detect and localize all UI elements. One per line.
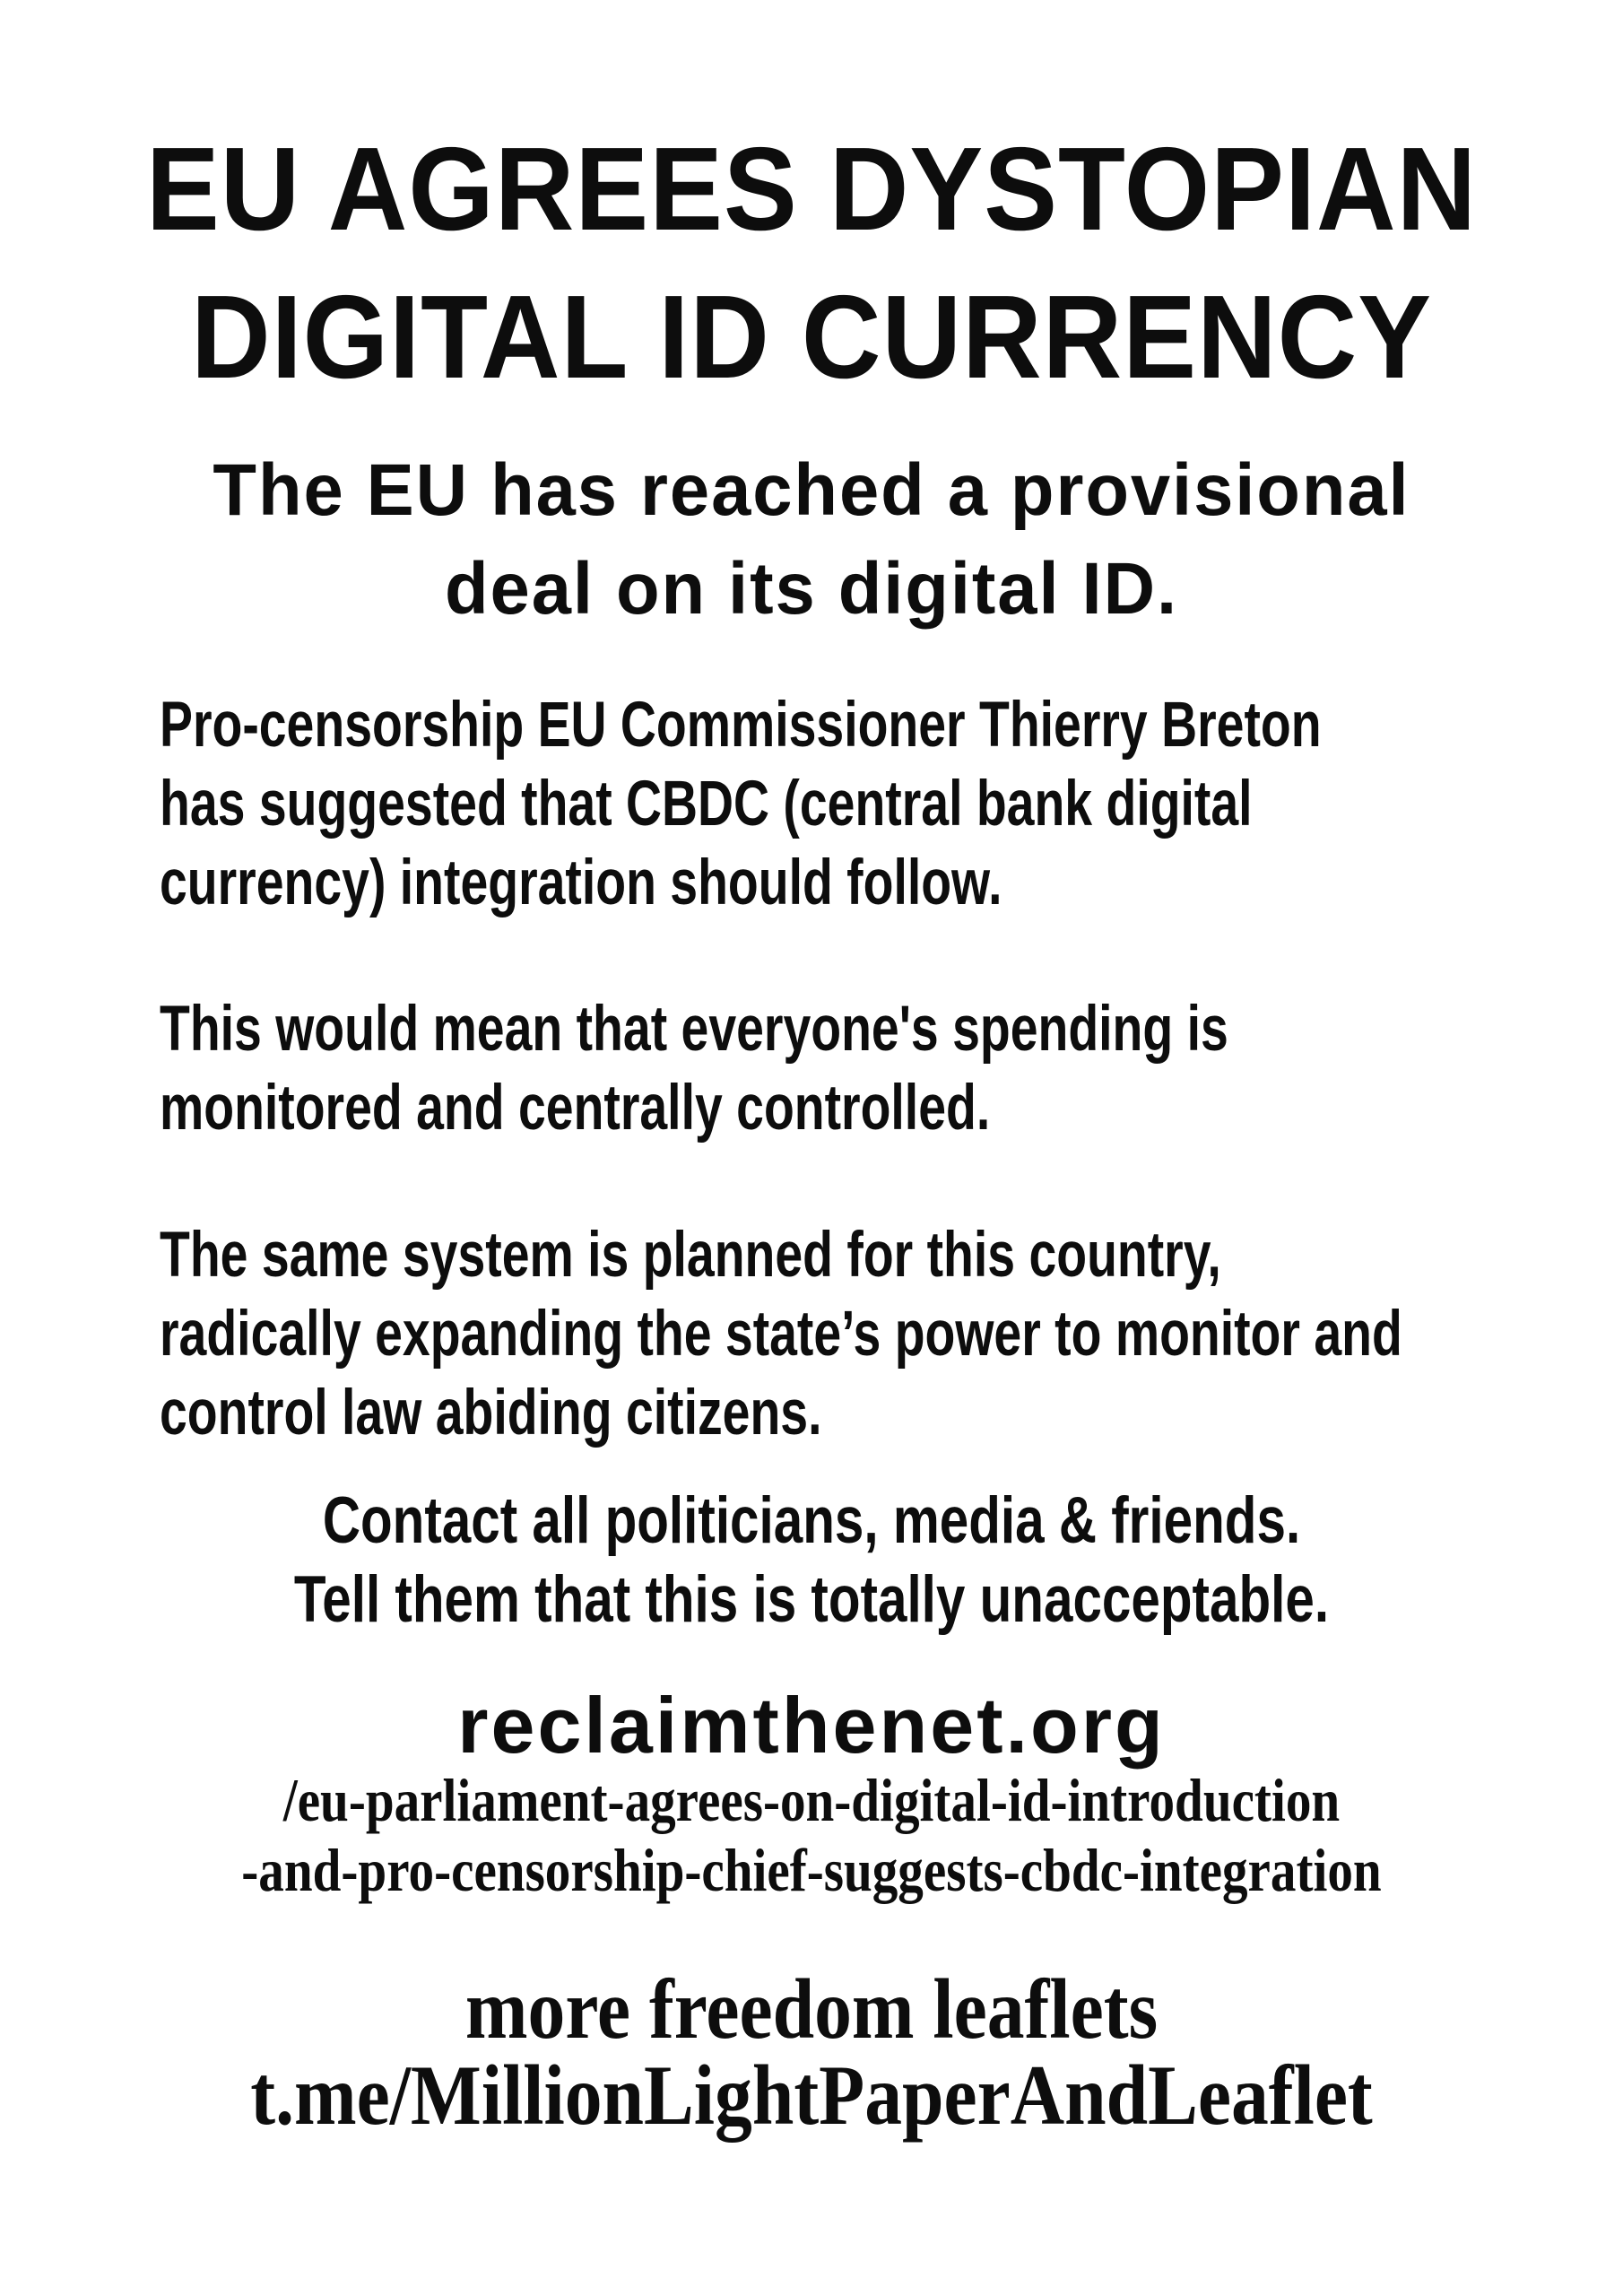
paragraph-line: control law abiding citizens. [160, 1378, 822, 1448]
paragraph-line: Pro-censorship EU Commissioner Thierry Breton [160, 690, 1322, 761]
cta-line-2: Tell them that this is totally unacceptable. [293, 1563, 1330, 1636]
footer-promo [0, 1961, 1623, 2143]
paragraph-line: The same system is planned for this country, [160, 1220, 1221, 1291]
paragraph-line: monitored and centrally controlled. [160, 1073, 991, 1144]
url-path-line-1: /eu-parliament-agrees-on-digital-id-introduction [282, 1766, 1341, 1834]
website-name [0, 1683, 1623, 1769]
url-path-line-2: -and-pro-censorship-chief-suggests-cbdc-integration [241, 1836, 1382, 1904]
subheadline [0, 441, 1623, 639]
telegram-link-text: t.me/MillionLightPaperAndLeaflet [250, 2048, 1373, 2143]
article-url-path [0, 1765, 1623, 1905]
footer-tagline: more freedom leaflets [464, 1961, 1159, 2057]
paragraph-same-system [160, 1216, 1623, 1453]
cta-line-1: Contact all politicians, media & friends. [322, 1484, 1301, 1557]
headline-line-1: EU AGREES DYSTOPIAN [145, 123, 1478, 255]
paragraph-breton [160, 686, 1623, 923]
paragraph-line: currency) integration should follow. [160, 848, 1002, 918]
subheadline-line-2: deal on its digital ID. [444, 548, 1179, 630]
headline [0, 115, 1623, 411]
website-domain-text: reclaimthenet.org [457, 1681, 1166, 1770]
call-to-action [0, 1482, 1623, 1639]
paragraph-line: radically expanding the state’s power to monitor and [160, 1299, 1402, 1370]
headline-line-2: DIGITAL ID CURRENCY [191, 271, 1432, 403]
paragraph-line: This would mean that everyone's spending is [160, 994, 1228, 1065]
paragraph-line: has suggested that CBDC (central bank digital [160, 769, 1253, 839]
subheadline-line-1: The EU has reached a provisional [213, 449, 1410, 531]
paragraph-spending [160, 990, 1530, 1148]
